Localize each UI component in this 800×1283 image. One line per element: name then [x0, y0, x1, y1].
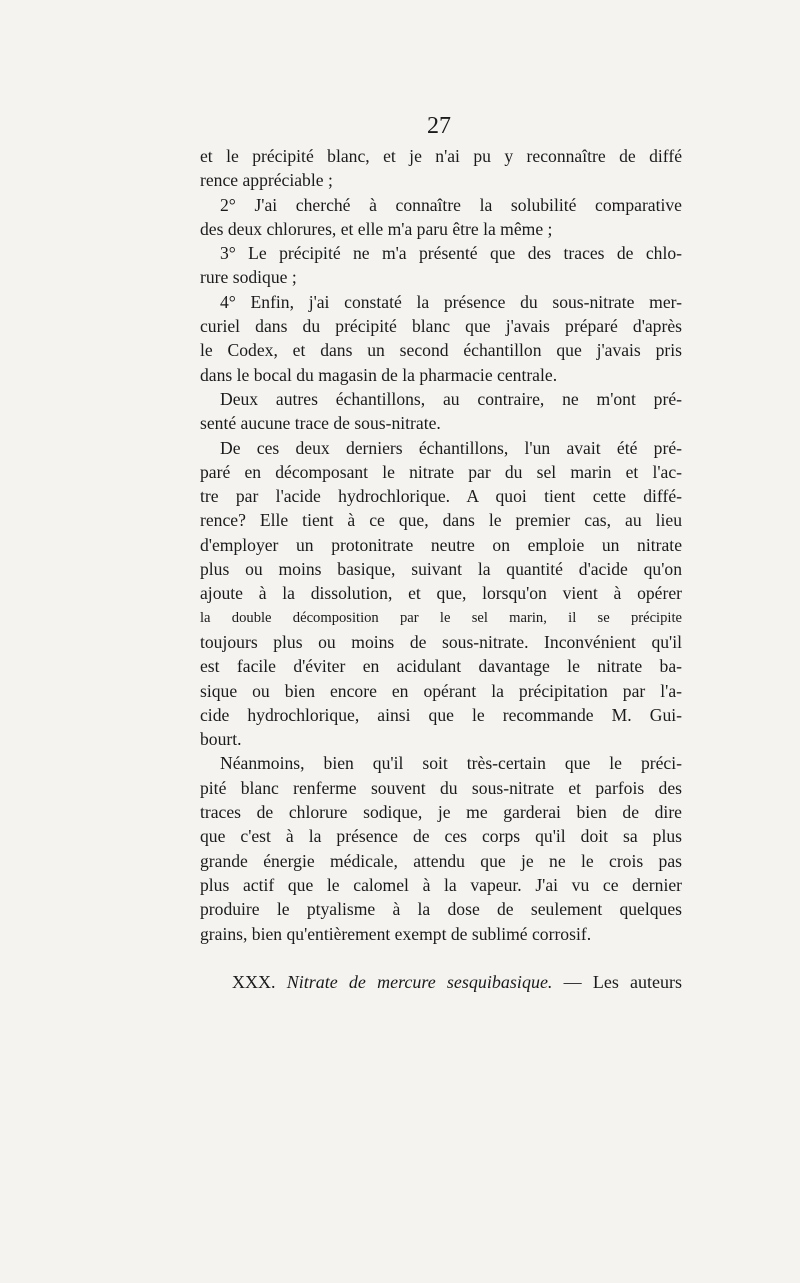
- text-line: tre par l'acide hydrochlorique. A quoi tient cette diffé-: [200, 486, 682, 507]
- text-line: curiel dans du précipité blanc que j'avais préparé d'après: [200, 316, 682, 337]
- text-line: paré en décomposant le nitrate par du sel marin et l'ac-: [200, 461, 682, 482]
- text-line: est facile d'éviter en acidulant davantage le nitrate ba-: [200, 656, 682, 677]
- text-line: 4° Enfin, j'ai constaté la présence du sous-nitrate mer-: [220, 291, 682, 312]
- text-line: le Codex, et dans un second échantillon que j'avais pris: [200, 340, 682, 361]
- text-line: rure sodique ;: [200, 267, 297, 288]
- text-line: traces de chlorure sodique, je me garderai bien de dire: [200, 802, 682, 823]
- text-line: De ces deux derniers échantillons, l'un avait été pré-: [220, 437, 682, 458]
- section-continuation: — Les auteurs: [563, 972, 683, 992]
- section-heading: [232, 969, 682, 995]
- text-line: 2° J'ai cherché à connaître la solubilité comparative: [220, 194, 682, 215]
- text-line: 3° Le précipité ne m'a présenté que des traces de chlo-: [220, 243, 682, 264]
- text-line: plus ou moins basique, suivant la quantité d'acide qu'on: [200, 559, 682, 580]
- section-title: Nitrate de mercure sesquibasique.: [286, 972, 553, 992]
- text-line: Néanmoins, bien qu'il soit très-certain que le préci-: [220, 753, 682, 774]
- text-line: et le précipité blanc, et je n'ai pu y reconnaître de diffé: [200, 146, 682, 166]
- text-line: senté aucune trace de sous-nitrate.: [200, 413, 441, 434]
- text-line: produire le ptyalisme à la dose de seulement quelques: [200, 899, 682, 920]
- text-line: des deux chlorures, et elle m'a paru être la même ;: [200, 218, 553, 239]
- text-line: sique ou bien encore en opérant la précipitation par l'a-: [200, 680, 682, 701]
- text-line: plus actif que le calomel à la vapeur. J'ai vu ce dernier: [200, 874, 682, 895]
- body-text: [200, 144, 682, 946]
- text-line: que c'est à la présence de ces corps qu'il doit sa plus: [200, 826, 682, 847]
- text-line: bourt.: [200, 729, 242, 750]
- text-line: grains, bien qu'entièrement exempt de sublimé corrosif.: [200, 923, 592, 944]
- section-number: XXX.: [232, 972, 276, 992]
- text-line: rence appréciable ;: [200, 170, 333, 191]
- text-line: rence? Elle tient à ce que, dans le premier cas, au lieu: [200, 510, 682, 531]
- text-line: ajoute à la dissolution, et que, lorsqu'on vient à opérer: [200, 583, 682, 604]
- text-line: grande énergie médicale, attendu que je ne le crois pas: [200, 850, 682, 871]
- text-line: cide hydrochlorique, ainsi que le recommande M. Gui-: [200, 704, 682, 725]
- text-line: la double décomposition par le sel marin, il se précipite: [200, 609, 682, 626]
- text-line: Deux autres échantillons, au contraire, ne m'ont pré-: [220, 388, 682, 409]
- text-line: toujours plus ou moins de sous-nitrate. Inconvénient qu'il: [200, 631, 682, 652]
- text-line: pité blanc renferme souvent du sous-nitrate et parfois des: [200, 777, 682, 798]
- page-number: 27: [427, 113, 451, 139]
- text-line: dans le bocal du magasin de la pharmacie centrale.: [200, 364, 558, 385]
- text-line: d'employer un protonitrate neutre on emploie un nitrate: [200, 534, 682, 555]
